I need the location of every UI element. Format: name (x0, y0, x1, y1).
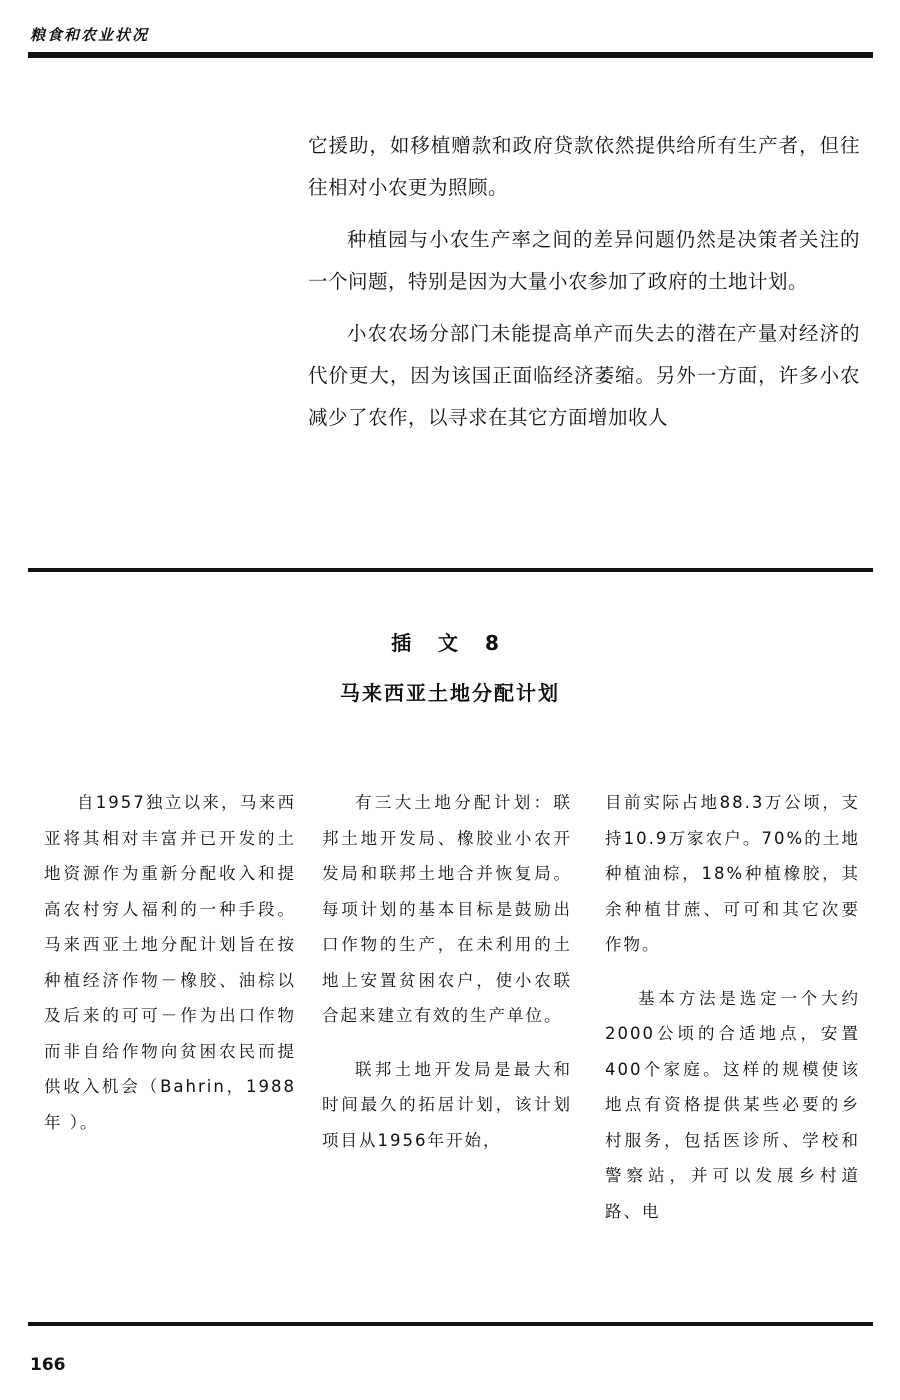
running-header: 粮食和农业状况 (30, 26, 150, 44)
main-paragraph: 它援助，如移植赠款和政府贷款依然提供给所有生产者，但往往相对小农更为照顾。 (308, 134, 860, 199)
box-column-3 (605, 785, 860, 1229)
header-rule (28, 52, 873, 58)
box-paragraph: 目前实际占地88.3万公顷，支持10.9万家农户。70%的土地种植油棕，18%种植橡胶，其余种植甘蔗、可可和其它次要作物。 (605, 793, 860, 954)
box-top-rule (28, 568, 873, 572)
footer-rule (28, 1322, 873, 1326)
main-paragraph: 种植园与小农生产率之间的差异问题仍然是决策者关注的一个问题，特别是因为大量小农参加了政府的土地计划。 (308, 228, 860, 293)
box-column-2 (322, 785, 572, 1158)
main-body-text (308, 125, 860, 449)
box-label: 插 文 8 (391, 631, 509, 655)
box-paragraph: 联邦土地开发局是最大和时间最久的拓居计划，该计划项目从1956年开始， (322, 1059, 572, 1150)
box-column-1 (44, 785, 296, 1140)
box-paragraph: 自1957独立以来，马来西亚将其相对丰富并已开发的土地资源作为重新分配收入和提高农村穷人福利的一种手段。马来西亚土地分配计划旨在按种植经济作物－橡胶、油棕以及后来的可可－作为出口作物而非自给作物向贫困农民而提供收入机会（Bahrin，1988年 ）。 (44, 793, 296, 1132)
page-number: 166 (30, 1355, 66, 1375)
box-paragraph: 有三大土地分配计划：联邦土地开发局、橡胶业小农开发局和联邦土地合并恢复局。每项计划的基本目标是鼓励出口作物的生产，在未利用的土地上安置贫困农户，使小农联合起来建立有效的生产单位。 (322, 793, 572, 1025)
box-paragraph: 基本方法是选定一个大约2000公顷的合适地点，安置400个家庭。这样的规模使该地点有资格提供某些必要的乡村服务，包括医诊所、学校和警察站，并可以发展乡村道路、电 (605, 988, 860, 1221)
box-heading: 马来西亚土地分配计划 (340, 681, 560, 705)
main-paragraph: 小农农场分部门未能提高单产而失去的潜在产量对经济的代价更大，因为该国正面临经济萎缩。另外一方面，许多小农减少了农作，以寻求在其它方面增加收人 (308, 322, 860, 429)
